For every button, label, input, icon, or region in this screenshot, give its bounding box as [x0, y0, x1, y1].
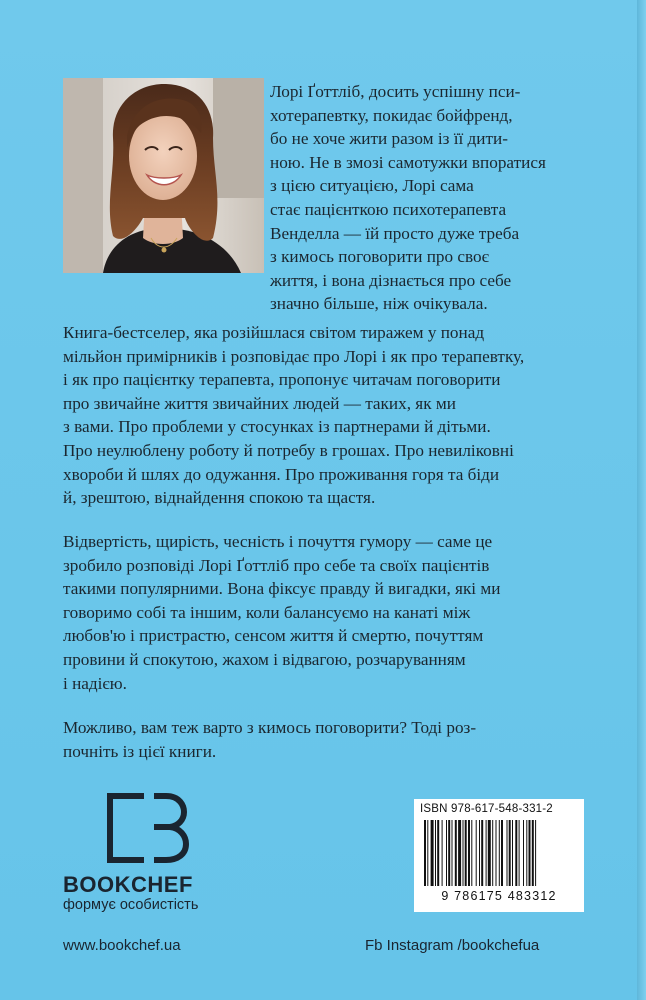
barcode-bar [519, 820, 520, 886]
barcode-bar [424, 820, 426, 886]
isbn-digits: 9 786175 483312 [441, 889, 557, 903]
text-line: мільйон примірників і розповідає про Лорі і як про терапевтку, [63, 346, 525, 366]
publisher-social-handle[interactable]: Fb Instagram /bookchefua [365, 937, 540, 954]
isbn-barcode-box [414, 799, 584, 912]
text-line: любов'ю і пристрастю, сенсом життя й смертю, почуттям [63, 626, 484, 646]
barcode-bar [452, 820, 453, 886]
barcode-bar [526, 820, 527, 886]
publisher-name: BOOKCHEF [63, 872, 193, 897]
barcode-bar [499, 820, 500, 886]
description-paragraph-1 [270, 80, 584, 316]
text-line: провини й спокутою, жахом і відвагою, розчаруванням [63, 649, 466, 669]
text-line: говоримо собі та іншим, коли балансуємо на канаті між [63, 602, 471, 622]
barcode-bar [535, 820, 536, 886]
description-paragraph-3 [63, 530, 584, 695]
text-line: з цією ситуацією, Лорі сама [270, 176, 474, 196]
text-line: Лорі Ґоттліб, досить успішну пси- [270, 82, 521, 101]
bookchef-logo-icon [100, 792, 190, 864]
text-line: значно більше, ніж очікувала. [270, 294, 488, 314]
barcode-bar [431, 820, 434, 886]
barcode-bar [481, 820, 483, 886]
barcode-bar [465, 820, 467, 886]
barcode-icon [424, 820, 576, 886]
barcode-bar [492, 820, 493, 886]
barcode-bar [509, 820, 511, 886]
barcode-bar [496, 820, 497, 886]
text-line: почніть із цієї книги. [63, 741, 217, 761]
text-line: Можливо, вам теж варто з кимось поговорити? Тоді роз- [63, 718, 477, 737]
publisher-website-link[interactable]: www.bookchef.ua [63, 937, 181, 954]
text-line: Венделла — їй просто дуже треба [270, 223, 520, 243]
barcode-bar [476, 820, 477, 886]
barcode-bar [468, 820, 470, 886]
barcode-bar [515, 820, 517, 886]
barcode-bar [442, 820, 443, 886]
text-line: зробило розповіді Лорі Ґоттліб про себе та своїх пацієнтів [63, 555, 490, 575]
text-line: Відвертість, щирість, чесність і почуття гумору — саме це [63, 532, 493, 551]
barcode-bar [446, 820, 447, 886]
barcode-bar [455, 820, 457, 886]
barcode-bar [488, 820, 491, 886]
barcode-bar [427, 820, 428, 886]
text-line: і як про пацієнтку терапевта, пропонує читачам поговорити [63, 370, 501, 390]
text-line: з кимось поговорити про своє [270, 247, 489, 267]
text-line: життя, і вона дізнається про себе [270, 270, 512, 290]
barcode-bar [523, 820, 524, 886]
barcode-bar [529, 820, 531, 886]
barcode-bar [463, 820, 464, 886]
text-line: Книга-бестселер, яка розійшлася світом тиражем у понад [63, 323, 485, 342]
description-paragraph-4 [63, 716, 584, 763]
isbn-label: ISBN 978-617-548-331-2 [420, 803, 553, 815]
text-line: з вами. Про проблеми у стосунках із партнерами й дітьми. [63, 417, 491, 437]
text-line: і надією. [63, 673, 127, 693]
text-line: такими популярними. Вона фіксує правду й вигадки, які ми [63, 579, 501, 599]
barcode-bar [458, 820, 461, 886]
text-line: й, зрештою, віднайдення спокою та щастя. [63, 488, 376, 508]
text-line: хвороби й шлях до одужання. Про проживання горя та біди [63, 464, 500, 484]
barcode-bar [532, 820, 534, 886]
barcode-bar [448, 820, 450, 886]
barcode-bar [471, 820, 472, 886]
text-line: ною. Не в змозі самотужки впоратися [270, 152, 546, 172]
barcode-bar [501, 820, 503, 886]
cover-edge [637, 0, 646, 1000]
barcode-bar [507, 820, 508, 886]
barcode-bar [479, 820, 480, 886]
text-line: стає пацієнткою психотерапевта [270, 199, 507, 219]
description-paragraph-2 [63, 321, 584, 510]
barcode-bar [512, 820, 513, 886]
barcode-bar [486, 820, 487, 886]
text-line: Про неулюблену роботу й потребу в грошах. Про невиліковні [63, 440, 514, 460]
text-line: про звичайне життя звичайних людей — таких, як ми [63, 393, 456, 413]
publisher-tagline: формує особистість [63, 897, 199, 913]
text-line: бо не хоче жити разом із її дити- [270, 129, 508, 149]
barcode-bar [437, 820, 439, 886]
author-photo [63, 78, 264, 273]
barcode-bar [435, 820, 436, 886]
text-line: хотерапевтку, покидає бойфренд, [270, 105, 513, 125]
